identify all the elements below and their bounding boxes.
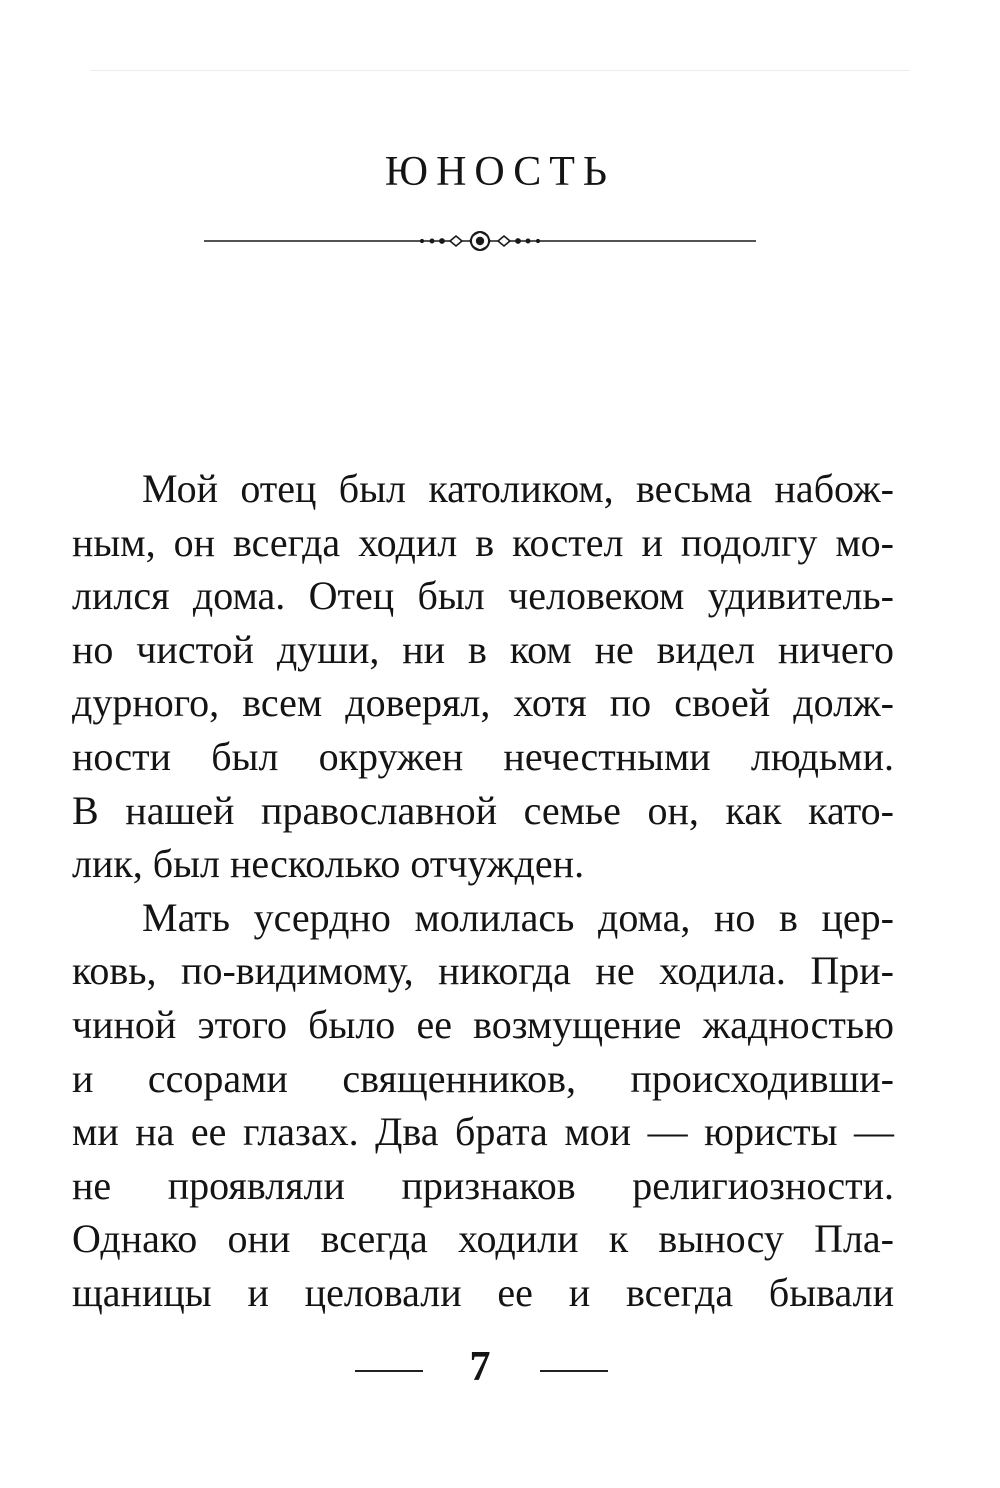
text-line: и ссорами священников, происходивши- — [72, 1055, 894, 1101]
chapter-title: ЮНОСТЬ — [384, 149, 616, 195]
text-line: не проявляли признаков религиозности. — [72, 1162, 894, 1208]
text-line: Однако они всегда ходили к выносу Пла- — [72, 1216, 894, 1262]
text-line: Мой отец был католиком, весьма набож- — [142, 466, 894, 511]
page-number: 7 — [469, 1344, 491, 1390]
bleed-through-rule — [90, 70, 910, 71]
text-line: лик, был несколько отчужден. — [72, 841, 585, 887]
text-line: В нашей православной семье он, как като- — [72, 787, 894, 833]
paragraph-1 — [72, 462, 894, 891]
page-footer — [0, 1343, 1000, 1403]
text-line: но чистой души, ни в ком не видел ничего — [72, 626, 894, 672]
text-line: дурного, всем доверял, хотя по своей долж- — [72, 680, 894, 726]
ornament-divider — [204, 226, 756, 256]
main-text — [72, 462, 894, 1320]
text-line: ным, он всегда ходил в костел и подолгу мо- — [72, 519, 894, 565]
text-line: чиной этого было ее возмущение жадностью — [72, 1001, 894, 1047]
text-line: лился дома. Отец был человеком удивитель- — [72, 573, 894, 619]
footer-rule-left — [355, 1370, 423, 1372]
footer-rule-right — [540, 1370, 608, 1372]
text-line: щаницы и целовали ее и всегда бывали — [72, 1269, 894, 1315]
text-line: ности был окружен нечестными людьми. — [72, 733, 894, 779]
text-line: ковь, по-видимому, никогда не ходила. При- — [72, 948, 894, 994]
text-line: ми на ее глазах. Два брата мои — юристы — — [72, 1109, 894, 1155]
paragraph-2 — [72, 891, 894, 1320]
text-line: Мать усердно молилась дома, но в цер- — [142, 894, 894, 940]
